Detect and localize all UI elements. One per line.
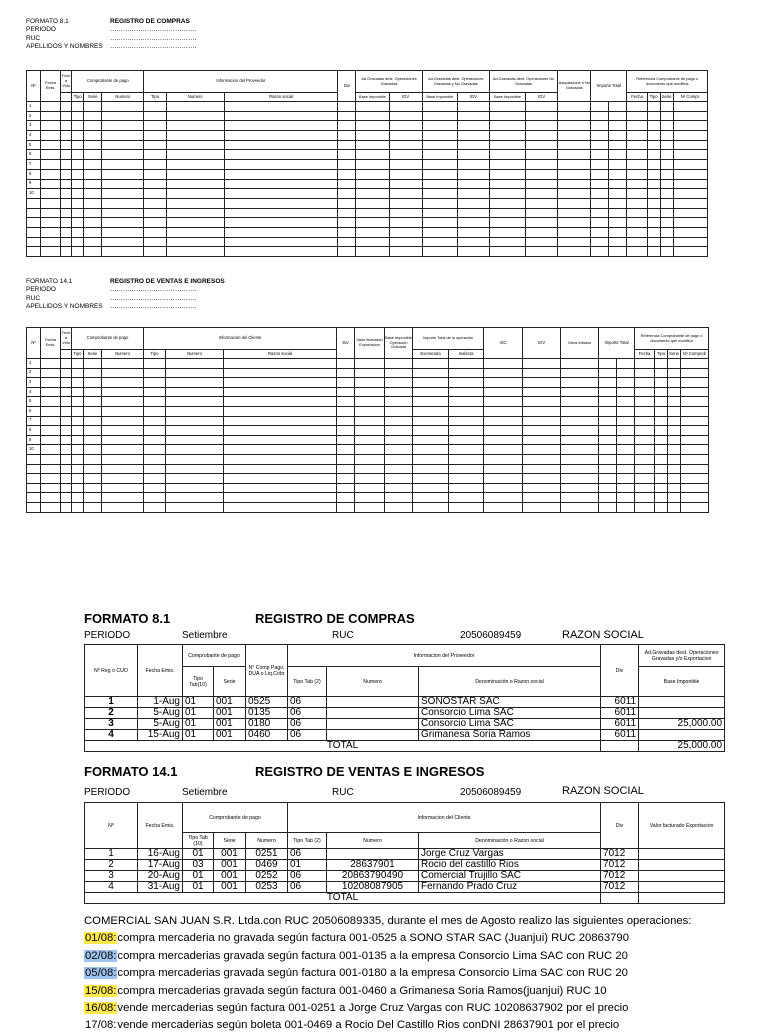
row-number	[27, 227, 41, 237]
row-number: 8	[27, 426, 41, 436]
col-ref: Referencia Comprobante de pago o documento que modifica	[627, 71, 708, 93]
col-div: Div	[601, 645, 639, 697]
col-numero: Numero	[327, 833, 419, 849]
periodo-value: ………………………………….	[110, 286, 197, 294]
cell-razon: Consorcio Lima SAC	[419, 708, 601, 719]
col-base: Base Imponible Operación Gravada	[385, 328, 413, 359]
row-number	[27, 208, 41, 218]
col-fecha: Fecha Emis.	[138, 803, 183, 849]
cell-n: 4	[85, 882, 138, 893]
col-num: Nº	[85, 803, 138, 849]
table-row	[27, 189, 708, 199]
col-exon: Importe Total de la operación	[413, 328, 484, 350]
cell-num: 0252	[246, 871, 288, 882]
cell-base	[639, 708, 725, 719]
col-adq: Adquisicione s No Gravadas	[558, 71, 591, 102]
operation-line	[84, 930, 679, 947]
col-base: Base Imponible	[639, 667, 725, 697]
col-exonerada: Exonerada	[413, 350, 449, 359]
operation-text: compra mercaderias gravada según factura 001-0135 a la empresa Consorcio Lima SAC con RUC 20	[117, 949, 628, 962]
cell-tipo: 01	[183, 882, 214, 893]
col-serie: Serie	[84, 350, 102, 359]
table-row	[85, 882, 725, 893]
cell-num: 0525	[246, 697, 288, 708]
cell-serie: 001	[214, 871, 246, 882]
col-tipo: Tipo Tab(10)	[183, 667, 214, 697]
compras-ruc: 20506089459	[460, 630, 522, 641]
compras-ruc-label: RUC	[332, 630, 354, 641]
cell-fecha: 31-Aug	[138, 882, 183, 893]
nombres-label: APELLIDOS Y NOMBRES	[26, 303, 103, 311]
cell-tab: 06	[288, 882, 327, 893]
cell-serie: 001	[214, 730, 246, 741]
cell-div: 6011	[601, 730, 639, 741]
cell-num: 0251	[246, 849, 288, 860]
table-row	[27, 237, 708, 247]
cell-serie: 001	[214, 882, 246, 893]
cell-num: 0253	[246, 882, 288, 893]
cell-tipo: 01	[183, 697, 214, 708]
cell-base	[639, 697, 725, 708]
table-row	[27, 140, 708, 150]
compras-total-label: TOTAL	[85, 741, 601, 752]
cell-razon: Rocio del castillo Rios	[419, 860, 601, 871]
row-number: 4	[27, 387, 41, 397]
cell-tipo: 01	[183, 730, 214, 741]
col-c-tipo: Tipo	[144, 350, 166, 359]
col-r-num: Nº Comprob	[681, 350, 709, 359]
row-number: 1	[27, 359, 41, 369]
cell-razon: Consorcio Lima SAC	[419, 719, 601, 730]
cell-fecha: 5-Aug	[138, 708, 183, 719]
table-row	[85, 697, 725, 708]
row-number: 2	[27, 368, 41, 378]
ventas-format: FORMATO 14.1	[84, 764, 178, 779]
cell-numero	[327, 719, 419, 730]
cell-tipo: 01	[183, 708, 214, 719]
col-inafecta: Inafecta	[449, 350, 484, 359]
exercise-paragraph	[84, 913, 692, 1032]
row-number	[27, 454, 41, 464]
cell-n: 1	[85, 849, 138, 860]
col-grav3: Ad.Gravadas dest. Operaciones No Gravadas	[489, 71, 557, 93]
cell-base: 25,000.00	[639, 719, 725, 730]
periodo-label: PERIODO	[26, 26, 56, 34]
row-number: 10	[27, 189, 41, 199]
cell-tab: 06	[288, 871, 327, 882]
cell-num: 0469	[246, 860, 288, 871]
row-number: 6	[27, 406, 41, 416]
table-row	[85, 860, 725, 871]
col-grav1: Ad.Gravadas dest. Operaciones Gravadas	[356, 71, 422, 93]
nombres-label: APELLIDOS Y NOMBRES	[26, 43, 103, 51]
operation-line	[84, 983, 679, 1000]
col-fecha: Fecha Emis.	[41, 71, 61, 102]
cell-fecha: 15-Aug	[138, 730, 183, 741]
col-importe: Importe Total	[591, 71, 627, 102]
col-div: Div	[601, 803, 639, 849]
col-r-fecha: Fecha	[635, 350, 655, 359]
col-importe: Importe Total	[599, 328, 635, 359]
col-p-razon: Razon social	[224, 93, 338, 102]
cell-reg: 1	[85, 697, 138, 708]
cell-div: 7012	[601, 860, 639, 871]
row-number: 3	[27, 121, 41, 131]
col-r-tipo: Tipo	[647, 93, 660, 102]
cell-serie: 001	[214, 719, 246, 730]
table-row	[85, 849, 725, 860]
table-row	[27, 111, 708, 121]
operation-line	[84, 965, 679, 982]
cell-valor	[639, 849, 725, 860]
table-row	[27, 397, 709, 407]
cell-serie: 001	[214, 849, 246, 860]
ventas-razon-label: RAZON SOCIAL	[562, 785, 644, 797]
table-row	[27, 359, 709, 369]
col-fech-vcto: Fech a Vcto	[61, 328, 72, 350]
row-number: 4	[27, 131, 41, 141]
table-row	[27, 416, 709, 426]
table-row	[27, 406, 709, 416]
cell-numero: 10208087905	[327, 882, 419, 893]
col-otros: Otros tributos	[561, 328, 599, 359]
col-comprobante: Comprobante de pago	[183, 645, 246, 667]
col-r-num: Nº Compr.	[673, 93, 707, 102]
col-serie: Serie	[84, 93, 102, 102]
row-number: 2	[27, 111, 41, 121]
table-row	[27, 121, 708, 131]
col-proveedor: Informacion del Proveedor	[288, 645, 601, 667]
table-row	[27, 179, 708, 189]
compras-periodo-label: PERIODO	[84, 630, 131, 641]
table-row	[27, 247, 708, 257]
compras-title: REGISTRO DE COMPRAS	[255, 611, 415, 626]
table-row	[85, 871, 725, 882]
cell-num: 0180	[246, 719, 288, 730]
compras-table-clip	[84, 644, 723, 766]
col-cliente: Informacion del Cliente	[144, 328, 337, 350]
col-ncomp: N° Comp Pago, DUA o Liq.Cobr	[246, 645, 288, 697]
row-number: 7	[27, 160, 41, 170]
compras-table	[84, 644, 725, 752]
row-number: 8	[27, 169, 41, 179]
col-num: Nº	[27, 71, 41, 102]
operation-text: vende mercaderias según boleta 001-0469 a Rocio Del Castillo Rios conDNI 28637901 por el precio	[117, 1019, 620, 1032]
row-number	[27, 198, 41, 208]
col-proveedor: Informacion del Proveedor	[144, 71, 338, 93]
col-r-fecha: Fecha	[627, 93, 647, 102]
compras-total: 25,000.00	[639, 741, 725, 752]
cell-n: 3	[85, 871, 138, 882]
cell-valor	[639, 882, 725, 893]
col-comprobante: Comprobante de pago	[72, 71, 144, 93]
cell-valor	[639, 860, 725, 871]
col-fech-vcto: Fech a Vcto	[61, 71, 72, 93]
cell-razon: Comercial Trujillo SAC	[419, 871, 601, 882]
col-comprobante: Comprobante de pago	[72, 328, 144, 350]
ventas-periodo: Setiembre	[182, 787, 228, 798]
cell-tab: 06	[288, 708, 327, 719]
table-row	[85, 730, 725, 741]
cell-tab: 01	[288, 860, 327, 871]
row-number: 3	[27, 378, 41, 388]
col-tipotab: Tipo Tab (2)	[288, 667, 327, 697]
operation-text: compra mercaderias gravada según factura 001-0180 a la empresa Consorcio Lima SAC con RUC 20	[117, 967, 628, 980]
cell-razon: Fernando Prado Cruz	[419, 882, 601, 893]
cell-tipo: 01	[183, 849, 214, 860]
col-grav: Ad.Gravadas dest. Operaciones Gravadas y/o Exportacion	[639, 645, 725, 667]
periodo-label: PERIODO	[26, 286, 56, 294]
cell-num: 0460	[246, 730, 288, 741]
row-number: 10	[27, 445, 41, 455]
row-number	[27, 247, 41, 257]
cell-fecha: 20-Aug	[138, 871, 183, 882]
col-p-tipo: Tipo	[144, 93, 166, 102]
col-numero: Numero	[102, 350, 144, 359]
col-grav2: Ad.Gravadas dest. Operaciones Gravadas y No Gravadas	[422, 71, 489, 93]
cell-tab: 06	[288, 697, 327, 708]
compras-razon-label: RAZON SOCIAL	[562, 629, 644, 641]
operation-date: 17/08:	[85, 1019, 117, 1032]
col-r-serie: Serie	[668, 350, 681, 359]
ventas-table	[84, 802, 725, 904]
cell-div: 6011	[601, 697, 639, 708]
col-fecha: Fecha Emis.	[138, 645, 183, 697]
cell-numero	[327, 708, 419, 719]
table-row	[27, 150, 708, 160]
col-tipo: Tipo	[72, 350, 84, 359]
operation-date: 01/08:	[85, 932, 117, 945]
ruc-label: RUC	[26, 34, 41, 42]
col-isc: ISC	[484, 328, 523, 359]
cell-tipo: 01	[183, 871, 214, 882]
operation-date: 02/08:	[85, 949, 117, 962]
table-row	[27, 160, 708, 170]
ventas-title: REGISTRO DE VENTAS E INGRESOS	[255, 764, 485, 779]
table-row	[27, 435, 709, 445]
row-number	[27, 218, 41, 228]
col-ref: Referencia Comprobante de pago o documento que modifica	[635, 328, 709, 350]
cell-tab: 06	[288, 719, 327, 730]
cell-razon: Jorge Cruz Vargas	[419, 849, 601, 860]
blank-ventas-table	[26, 327, 709, 513]
table-row	[27, 474, 709, 484]
row-number: 9	[27, 179, 41, 189]
compras-periodo: Setiembre	[182, 630, 228, 641]
row-number	[27, 464, 41, 474]
col-c-razon: Razon social	[224, 350, 337, 359]
table-row	[27, 368, 709, 378]
col-c-numero: Numero	[166, 350, 224, 359]
cell-numero	[327, 849, 419, 860]
periodo-value: ………………………………….	[110, 26, 197, 34]
col-num: Nº	[27, 328, 41, 359]
table-row	[27, 198, 708, 208]
operation-line	[84, 1000, 679, 1017]
table-row	[27, 387, 709, 397]
col-tipotab: Tipo Tab (2)	[288, 833, 327, 849]
cell-fecha: 5-Aug	[138, 719, 183, 730]
table-row	[27, 169, 708, 179]
cell-div: 7012	[601, 871, 639, 882]
cell-num: 0135	[246, 708, 288, 719]
table-row	[27, 218, 708, 228]
table-row	[27, 208, 708, 218]
row-number: 7	[27, 416, 41, 426]
cell-fecha: 17-Aug	[138, 860, 183, 871]
col-p-numero: Numero	[166, 93, 224, 102]
cell-numero	[327, 730, 419, 741]
cell-razon: SONOSTAR SAC	[419, 697, 601, 708]
table-row	[27, 378, 709, 388]
ventas-ruc: 20506089459	[460, 787, 522, 798]
cell-valor	[639, 871, 725, 882]
col-igv-2: IGV	[457, 93, 489, 102]
cell-numero: 28637901	[327, 860, 419, 871]
ventas-total-label: TOTAL	[85, 893, 601, 904]
cell-reg: 3	[85, 719, 138, 730]
col-numero: Numero	[102, 93, 144, 102]
col-valor: Valor facturado Exportacion	[639, 803, 725, 849]
col-r-tipo: Tipo	[655, 350, 668, 359]
cell-div: 7012	[601, 849, 639, 860]
operation-text: compra mercaderia no gravada según factura 001-0525 a SONO STAR SAC (Juanjui) RUC 20863790	[117, 932, 629, 945]
cell-fecha: 1-Aug	[138, 697, 183, 708]
cell-n: 2	[85, 860, 138, 871]
format-code: FORMATO 8.1	[26, 18, 69, 25]
row-number	[27, 474, 41, 484]
col-r-serie: Serie	[660, 93, 673, 102]
cell-tab: 06	[288, 730, 327, 741]
table-row	[27, 464, 709, 474]
col-reg: Nº Reg o CUO	[85, 645, 138, 697]
col-cliente: Informacion del Cliente	[288, 803, 601, 833]
cell-tipo: 01	[183, 719, 214, 730]
operation-date: 15/08:	[85, 984, 117, 997]
col-fecha: Fecha Emis.	[41, 328, 61, 359]
ventas-ruc-label: RUC	[332, 787, 354, 798]
row-number	[27, 237, 41, 247]
table-row	[27, 131, 708, 141]
cell-reg: 4	[85, 730, 138, 741]
ruc-label: RUC	[26, 294, 41, 302]
table-row	[85, 708, 725, 719]
table-row	[27, 227, 708, 237]
operation-text: vende mercaderias según factura 001-0251 a Jorge Cruz Vargas con RUC 10208637902 por el precio	[117, 1002, 629, 1015]
col-base-3: Base Imponible	[489, 93, 525, 102]
col-div: Div	[338, 71, 356, 102]
cell-numero: 20863790490	[327, 871, 419, 882]
col-serie: Serie	[214, 833, 246, 849]
nombres-value: ………………………………….	[110, 303, 197, 311]
format-code: FORMATO 14.1	[26, 278, 73, 285]
cell-div: 7012	[601, 882, 639, 893]
ventas-table-clip	[84, 802, 714, 916]
cell-fecha: 16-Aug	[138, 849, 183, 860]
row-number	[27, 493, 41, 503]
col-base-1: Base Imponible	[356, 93, 389, 102]
cell-serie: 001	[214, 860, 246, 871]
col-igv-1: IGV	[389, 93, 422, 102]
operation-text: compra mercaderias gravada según factura 001-0460 a Grimanesa Soria Ramos(juanjui) RUC 10	[117, 984, 607, 997]
col-razon: Denominación o Razon social	[419, 667, 601, 697]
cell-serie: 001	[214, 708, 246, 719]
ventas-periodo-label: PERIODO	[84, 787, 131, 798]
cell-razon: Grimanesa Soria Ramos	[419, 730, 601, 741]
table-row	[27, 454, 709, 464]
cell-div: 6011	[601, 719, 639, 730]
col-tipo: Tipo	[72, 93, 84, 102]
table-row	[27, 426, 709, 436]
cell-div: 6011	[601, 708, 639, 719]
operation-line	[84, 948, 679, 965]
compras-format: FORMATO 8.1	[84, 611, 171, 626]
row-number: 5	[27, 140, 41, 150]
col-valor: Valor facturado Exportacion	[355, 328, 385, 359]
cell-tab: 06	[288, 849, 327, 860]
col-igv: IGV	[523, 328, 561, 359]
col-igv-3: IGV	[526, 93, 558, 102]
paragraph-intro: COMERCIAL SAN JUAN S.R. Ltda.con RUC 20506089335, durante el mes de Agosto realizo las siguientes operaciones:	[84, 915, 692, 927]
cell-tipo: 03	[183, 860, 214, 871]
ruc-value: ………………………………….	[110, 34, 197, 42]
nombres-value: ………………………………….	[110, 43, 197, 51]
cell-base	[639, 730, 725, 741]
col-tipo: Tipo Tab (10)	[183, 833, 214, 849]
blank-compras-header	[26, 18, 196, 52]
form-title: REGISTRO DE VENTAS E INGRESOS	[110, 278, 225, 285]
col-comprobante: Comprobante de pago	[183, 803, 288, 833]
cell-reg: 2	[85, 708, 138, 719]
operation-line	[84, 1017, 679, 1034]
cell-numero	[327, 697, 419, 708]
table-row	[27, 102, 708, 112]
form-title: REGISTRO DE COMPRAS	[110, 18, 190, 25]
col-razon: Denominación o Razon social	[419, 833, 601, 849]
row-number: 1	[27, 102, 41, 112]
col-numero: Numero	[327, 667, 419, 697]
row-number	[27, 502, 41, 512]
row-number	[27, 483, 41, 493]
table-row	[27, 502, 709, 512]
table-row	[27, 493, 709, 503]
cell-serie: 001	[214, 697, 246, 708]
col-numero-c: Numero	[246, 833, 288, 849]
table-row	[27, 445, 709, 455]
col-div: Div	[337, 328, 355, 359]
col-base-2: Base Imponible	[422, 93, 457, 102]
table-row	[85, 719, 725, 730]
operation-date: 05/08:	[85, 967, 117, 980]
row-number: 5	[27, 397, 41, 407]
row-number: 6	[27, 150, 41, 160]
blank-compras-table	[26, 70, 708, 257]
ruc-value: ………………………………….	[110, 294, 197, 302]
operation-date: 16/08:	[85, 1002, 117, 1015]
row-number: 9	[27, 435, 41, 445]
col-serie: Serie	[214, 667, 246, 697]
blank-ventas-header	[26, 278, 225, 312]
table-row	[27, 483, 709, 493]
